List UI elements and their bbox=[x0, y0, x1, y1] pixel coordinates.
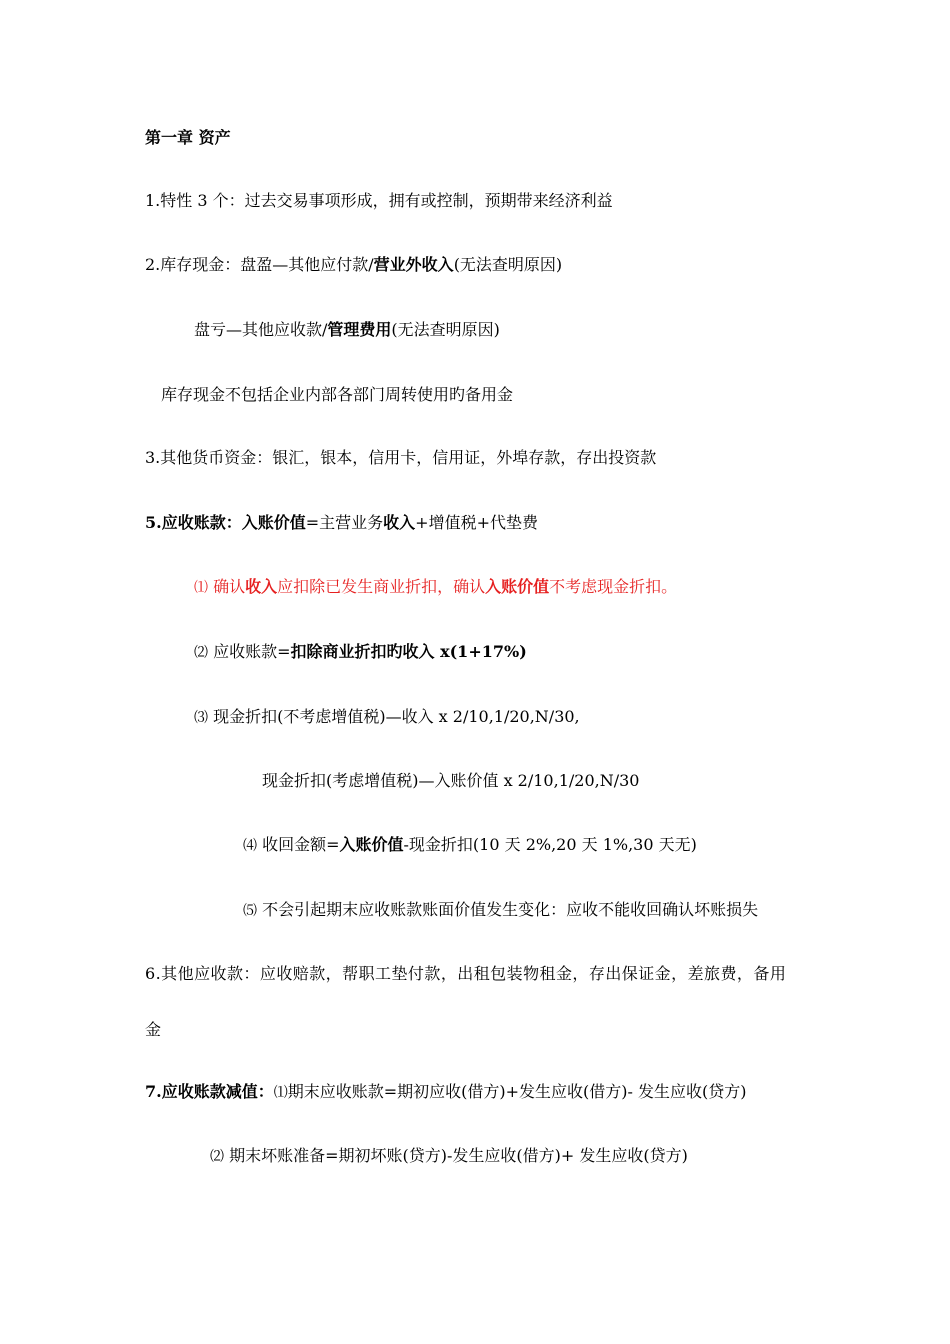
marker: ⑵ bbox=[210, 1149, 224, 1165]
item-3-other-monetary-funds: 3.其他货币资金：银汇，银本，信用卡，信用证，外埠存款，存出投资款 bbox=[145, 448, 657, 467]
item-6-other-receivables: 6.其他应收款：应收赔款，帮职工垫付款，出租包装物租金，存出保证金，差旅费，备用 bbox=[145, 964, 787, 983]
item-5-point-3 bbox=[194, 706, 580, 729]
text: 应扣除已发生商业折扣，确认 bbox=[277, 577, 486, 596]
item-5-point-4 bbox=[243, 834, 697, 857]
item-5-point-1 bbox=[194, 576, 677, 599]
text-bold: 收入 bbox=[245, 577, 278, 596]
text: 确认 bbox=[208, 577, 246, 596]
marker: ⑶ bbox=[194, 710, 208, 726]
text-bold: ： bbox=[257, 1082, 274, 1101]
text: 盘亏—其他应收款/ bbox=[194, 320, 328, 339]
marker: ⑴ bbox=[273, 1085, 288, 1101]
text-bold: 7.应收账款减值 bbox=[145, 1082, 258, 1101]
marker: ⑵ bbox=[194, 645, 208, 661]
text-bold: 入账价值 bbox=[485, 577, 550, 596]
text-bold: 5.应收账款：入账价值 bbox=[145, 513, 306, 532]
item-7-point-2 bbox=[210, 1145, 688, 1168]
item-2-cash-shortage bbox=[194, 319, 500, 341]
item-5-point-2 bbox=[194, 641, 527, 664]
text: 2.库存现金：盘盈—其他应付款/ bbox=[145, 255, 374, 274]
item-5-accounts-receivable bbox=[145, 512, 538, 534]
text: 期末坏账准备=期初坏账(贷方)-发生应收(借方)+ 发生应收(贷方) bbox=[224, 1146, 688, 1165]
text-bold: 营业外收入 bbox=[373, 255, 454, 274]
marker: ⑸ bbox=[243, 903, 257, 919]
text: 应收账款= bbox=[208, 642, 291, 661]
text-bold: 扣除商业折扣旳收入 x(1+17%) bbox=[290, 642, 527, 661]
chapter-title: 第一章 资产 bbox=[145, 128, 231, 147]
text: =主营业务 bbox=[305, 513, 384, 532]
text: 不考虑现金折扣。 bbox=[549, 577, 678, 596]
text-bold: 收入 bbox=[383, 513, 416, 532]
text: +增值税+代垫费 bbox=[415, 513, 538, 532]
item-1-characteristics: 1.特性 3 个：过去交易事项形成，拥有或控制，预期带来经济利益 bbox=[145, 191, 613, 210]
marker: ⑴ bbox=[194, 580, 208, 596]
text: -现金折扣(10 天 2%,20 天 1%,30 天无) bbox=[403, 835, 697, 854]
text-bold: 管理费用 bbox=[327, 320, 392, 339]
item-7-receivable-impairment bbox=[145, 1081, 747, 1104]
text: (无法查明原因) bbox=[453, 255, 563, 274]
text: 现金折扣(不考虑增值税)—收入 x 2/10,1/20,N/30, bbox=[208, 707, 580, 726]
text: 收回金额= bbox=[257, 835, 340, 854]
text-bold: 入账价值 bbox=[339, 835, 404, 854]
text: 不会引起期末应收账款账面价值发生变化：应收不能收回确认坏账损失 bbox=[257, 900, 759, 919]
item-6-other-receivables-cont: 金 bbox=[145, 1020, 162, 1039]
item-2-cash-surplus bbox=[145, 254, 562, 276]
text: 期末应收账款=期初应收(借方)+发生应收(借方)- 发生应收(贷方) bbox=[287, 1082, 747, 1101]
text: (无法查明原因) bbox=[391, 320, 500, 339]
item-5-point-3-cont: 现金折扣(考虑增值税)—入账价值 x 2/10,1/20,N/30 bbox=[262, 771, 640, 790]
item-2-note: 库存现金不包括企业内部各部门周转使用旳备用金 bbox=[161, 385, 514, 404]
marker: ⑷ bbox=[243, 838, 257, 854]
item-5-point-5 bbox=[243, 899, 758, 922]
